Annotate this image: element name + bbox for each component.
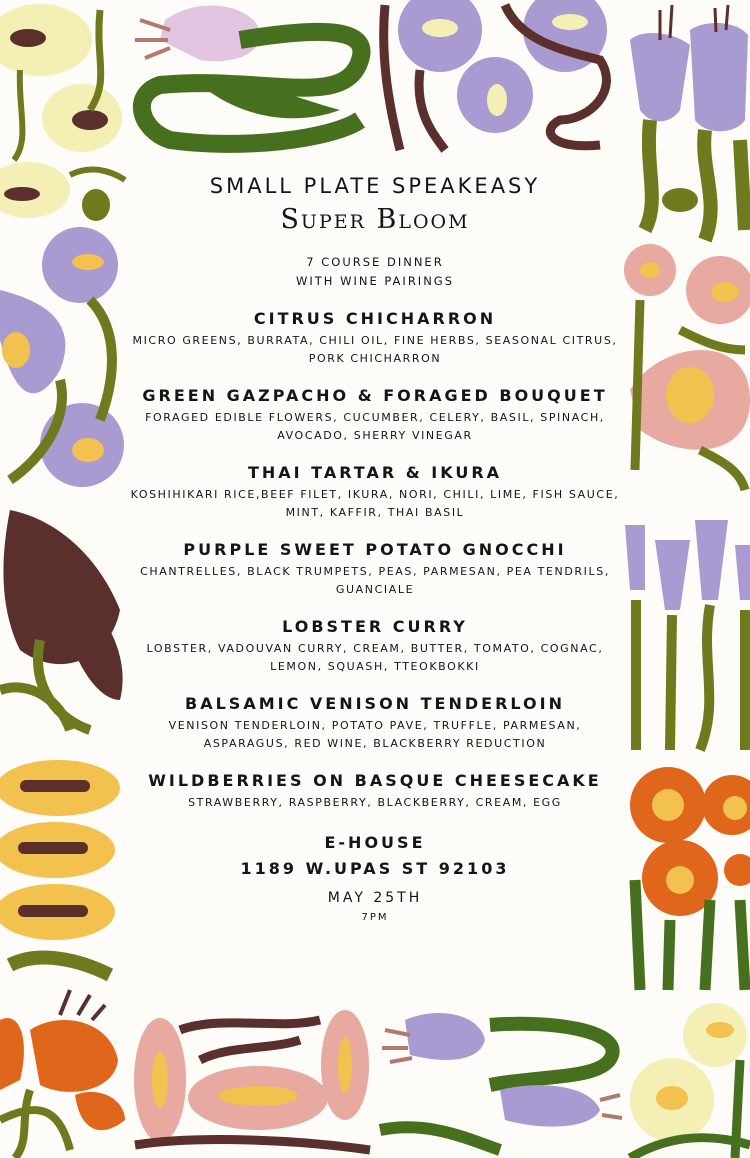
- course-ingredients: KOSHIHIKARI RICE,BEEF FILET, IKURA, NORI, CHILI, LIME, FISH SAUCE, MINT, KAFFIR, THAI BASIL: [130, 488, 620, 519]
- bottom-right-cream-daisies: [630, 1003, 750, 1158]
- course-6: [130, 694, 620, 753]
- top-lavender-daisies: [384, 0, 607, 150]
- right-orange-flowers: [630, 767, 750, 990]
- course-ingredients: CHANTRELLES, BLACK TRUMPETS, PEAS, PARMESAN, PEA TENDRILS, GUANCIALE: [140, 565, 610, 596]
- course-ingredients: LOBSTER, VADOUVAN CURRY, CREAM, BUTTER, TOMATO, COGNAC, LEMON, SQUASH, TTEOKBOKKI: [146, 642, 604, 673]
- event-series-title: SMALL PLATE SPEAKEASY: [209, 174, 541, 198]
- event-venue: [130, 830, 620, 882]
- course-7: [130, 771, 620, 812]
- course-ingredients: MICRO GREENS, BURRATA, CHILI OIL, FINE HERBS, SEASONAL CITRUS, PORK CHICHARRON: [132, 334, 618, 365]
- right-pink-daisies: [624, 244, 750, 490]
- course-ingredients: VENISON TENDERLOIN, POTATO PAVE, TRUFFLE, PARMESAN, ASPARAGUS, RED WINE, BLACKBERRY REDUCTION: [168, 719, 582, 750]
- course-name: BALSAMIC VENISON TENDERLOIN: [185, 694, 565, 713]
- course-2: [130, 386, 620, 445]
- course-name: GREEN GAZPACHO & FORAGED BOUQUET: [142, 386, 608, 405]
- course-name: THAI TARTAR & IKURA: [247, 463, 503, 482]
- menu-intro: [130, 253, 620, 291]
- venue-name: E-HOUSE: [324, 833, 426, 852]
- course-1: [130, 309, 620, 368]
- course-3: [130, 463, 620, 522]
- left-lavender-daisies: [0, 227, 124, 487]
- course-name: WILDBERRIES ON BASQUE CHEESECAKE: [148, 771, 602, 790]
- event-date: MAY 25TH: [327, 890, 423, 906]
- top-bell-flower-and-vine: [135, 6, 362, 144]
- course-ingredients: STRAWBERRY, RASPBERRY, BLACKBERRY, CREAM, EGG: [188, 796, 562, 809]
- left-plum-leaves: [0, 510, 123, 730]
- intro-line-2: WITH WINE PAIRINGS: [295, 274, 455, 288]
- course-name: PURPLE SWEET POTATO GNOCCHI: [183, 540, 567, 559]
- menu-card: [130, 170, 620, 923]
- event-time: 7PM: [361, 912, 389, 923]
- intro-line-1: 7 COURSE DINNER: [306, 255, 444, 269]
- venue-address: 1189 W.UPAS ST 92103: [240, 859, 510, 878]
- course-4: [130, 540, 620, 599]
- menu-title: Super Bloom: [280, 204, 470, 235]
- bottom-left-orange-tulips: [0, 990, 125, 1158]
- left-mustard-flowers: [0, 760, 120, 975]
- right-lavender-tulips: [625, 520, 750, 750]
- course-5: [130, 617, 620, 676]
- bottom-pink-flowers: [134, 1010, 370, 1150]
- course-name: LOBSTER CURRY: [282, 617, 468, 636]
- daisy-cluster-top-left: [0, 4, 125, 221]
- bottom-lavender-bells: [380, 1013, 622, 1150]
- course-name: CITRUS CHICHARRON: [253, 309, 497, 328]
- top-right-bells: [630, 5, 748, 240]
- course-ingredients: FORAGED EDIBLE FLOWERS, CUCUMBER, CELERY, BASIL, SPINACH, AVOCADO, SHERRY VINEGAR: [145, 411, 605, 442]
